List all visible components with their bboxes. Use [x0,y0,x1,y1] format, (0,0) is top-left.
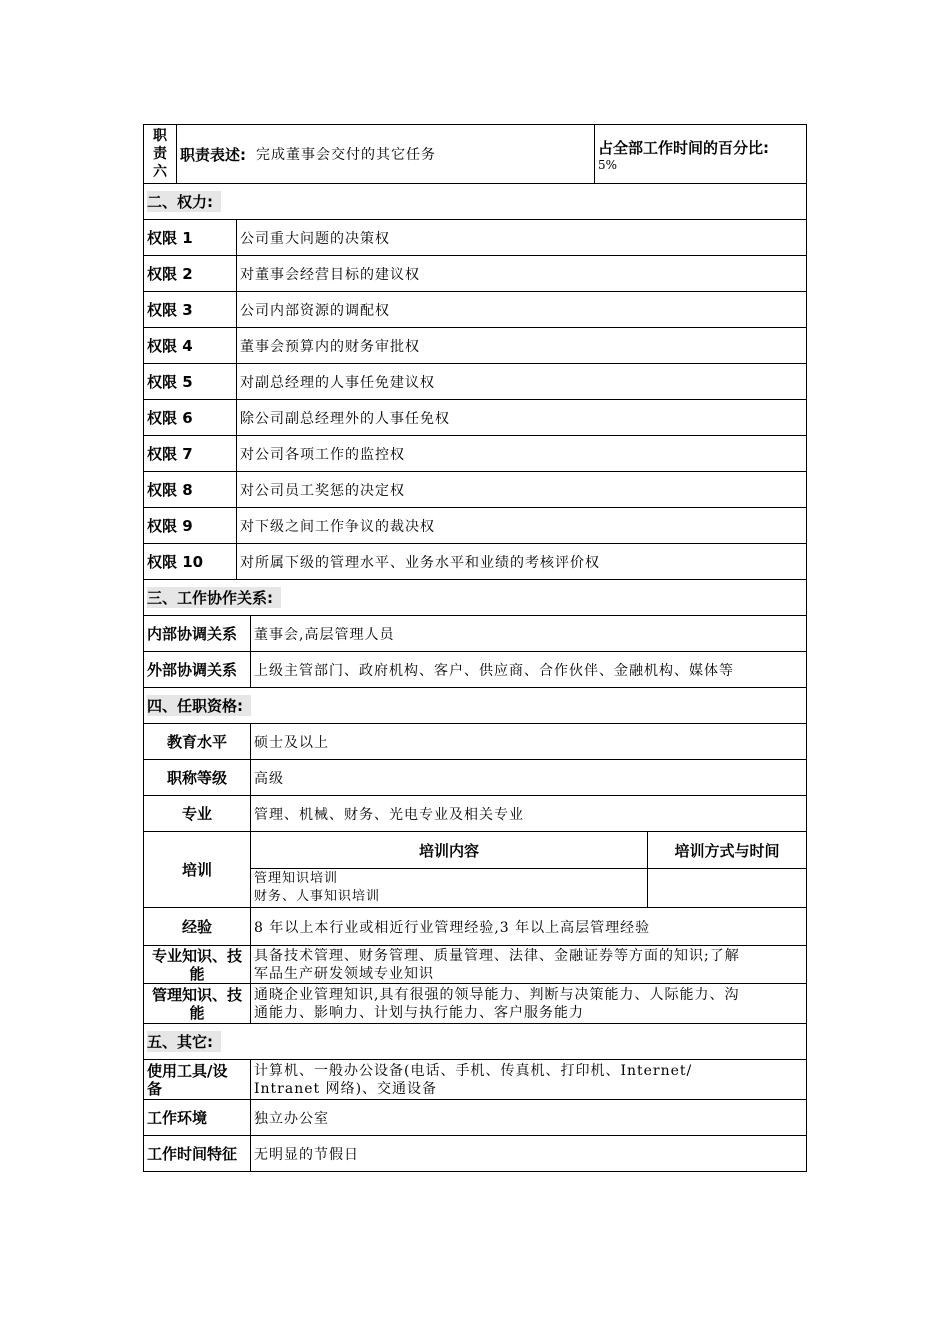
duty-description-label: 职责表述: [180,145,246,164]
experience-label: 经验 [181,918,212,936]
section-qualification [143,688,807,724]
authority-row [143,292,807,328]
text-line: Intranet 网络)、交通设备 [254,1080,438,1097]
authority-text: 公司重大问题的决策权 [236,220,806,255]
training-line: 管理知识培训 [254,870,339,886]
label-line: 管理知识、技 [151,985,242,1004]
duty-index [144,125,176,183]
management-skills-row [143,984,807,1024]
training-body [251,868,806,907]
label-line: 能 [189,1003,205,1022]
authority-text: 公司内部资源的调配权 [236,292,806,327]
training-label: 培训 [181,861,212,879]
authority-row [143,544,807,580]
environment-text: 独立办公室 [250,1100,806,1135]
rank-row [143,760,807,796]
major-row [143,796,807,832]
education-row [143,724,807,760]
section-title: 二、权力: [147,191,221,212]
authority-row [143,508,807,544]
authority-label: 权限 6 [147,409,193,427]
training-line: 财务、人事知识培训 [254,888,381,904]
professional-skills-label [144,946,250,983]
duty-time-value: 5% [598,157,618,172]
training-table [250,832,806,907]
authority-label: 权限 3 [147,301,193,319]
authority-row [143,364,807,400]
internal-coordination-label: 内部协调关系 [147,625,238,643]
authority-row [143,436,807,472]
duty-index-char: 六 [153,164,167,180]
label-line: 备 [147,1079,163,1098]
professional-skills-text [250,946,806,983]
work-time-row [143,1136,807,1172]
duty-index-char: 责 [153,146,167,162]
duty-row [143,124,807,184]
training-method-header: 培训方式与时间 [647,832,806,868]
text-line: 计算机、一般办公设备(电话、手机、传真机、打印机、Internet/ [254,1062,693,1079]
rank-text: 高级 [250,760,806,795]
experience-row [143,908,807,946]
text-line: 通晓企业管理知识,具有很强的领导能力、判断与决策能力、人际能力、沟 [254,986,740,1003]
environment-label: 工作环境 [147,1109,208,1127]
rank-label: 职称等级 [166,769,227,787]
label-line: 能 [189,964,205,983]
text-line: 通能力、影响力、计划与执行能力、客户服务能力 [254,1004,584,1021]
training-method [647,868,806,907]
authority-row [143,472,807,508]
training-row [143,832,807,908]
work-time-text: 无明显的节假日 [250,1136,806,1171]
cooperation-external-row [143,652,807,688]
external-coordination-text: 上级主管部门、政府机构、客户、供应商、合作伙伴、金融机构、媒体等 [250,652,806,687]
authority-row [143,328,807,364]
authority-text: 董事会预算内的财务审批权 [236,328,806,363]
cooperation-internal-row [143,616,807,652]
duty-index-char: 职 [153,128,167,144]
training-header [251,832,806,869]
section-other [143,1024,807,1060]
authority-text: 对公司员工奖惩的决定权 [236,472,806,507]
authority-text: 对所属下级的管理水平、业务水平和业绩的考核评价权 [236,544,806,579]
environment-row [143,1100,807,1136]
authority-row [143,256,807,292]
authority-label: 权限 10 [147,553,204,571]
section-cooperation [143,580,807,616]
section-title: 五、其它: [147,1031,221,1052]
text-line: 军品生产研发领域专业知识 [254,965,434,982]
job-description-sheet [143,124,807,1172]
text-line: 具备技术管理、财务管理、质量管理、法律、金融证券等方面的知识;了解 [254,947,740,964]
education-label: 教育水平 [166,733,227,751]
section-authority [143,184,807,220]
authority-label: 权限 4 [147,337,193,355]
section-title: 四、任职资格: [147,695,251,716]
authority-label: 权限 5 [147,373,193,391]
authority-row [143,400,807,436]
professional-skills-row [143,946,807,984]
authority-text: 对董事会经营目标的建议权 [236,256,806,291]
authority-label: 权限 1 [147,229,193,247]
experience-text: 8 年以上本行业或相近行业管理经验,3 年以上高层管理经验 [250,908,806,945]
internal-coordination-text: 董事会,高层管理人员 [250,616,806,651]
authority-label: 权限 2 [147,265,193,283]
authority-label: 权限 7 [147,445,193,463]
duty-description-cell [176,125,594,183]
duty-description-text: 完成董事会交付的其它任务 [256,147,436,163]
authority-text: 除公司副总经理外的人事任免权 [236,400,806,435]
duty-time-cell [594,125,806,183]
authority-text: 对副总经理的人事任免建议权 [236,364,806,399]
tools-row [143,1060,807,1100]
label-line: 专业知识、技 [151,946,242,965]
management-skills-text [250,984,806,1023]
training-content-header: 培训内容 [418,841,479,860]
management-skills-label [144,984,250,1023]
duty-time-label: 占全部工作时间的百分比: [598,138,769,157]
training-content [251,868,647,907]
tools-text [250,1060,806,1099]
authority-label: 权限 8 [147,481,193,499]
authority-text: 对下级之间工作争议的裁决权 [236,508,806,543]
section-title: 三、工作协作关系: [147,587,281,608]
authority-label: 权限 9 [147,517,193,535]
work-time-label: 工作时间特征 [147,1145,238,1163]
tools-label [144,1060,250,1099]
education-text: 硕士及以上 [250,724,806,759]
authority-row [143,220,807,256]
major-text: 管理、机械、财务、光电专业及相关专业 [250,796,806,831]
external-coordination-label: 外部协调关系 [147,661,238,679]
major-label: 专业 [181,805,212,823]
authority-text: 对公司各项工作的监控权 [236,436,806,471]
label-line: 使用工具/设 [147,1061,228,1080]
